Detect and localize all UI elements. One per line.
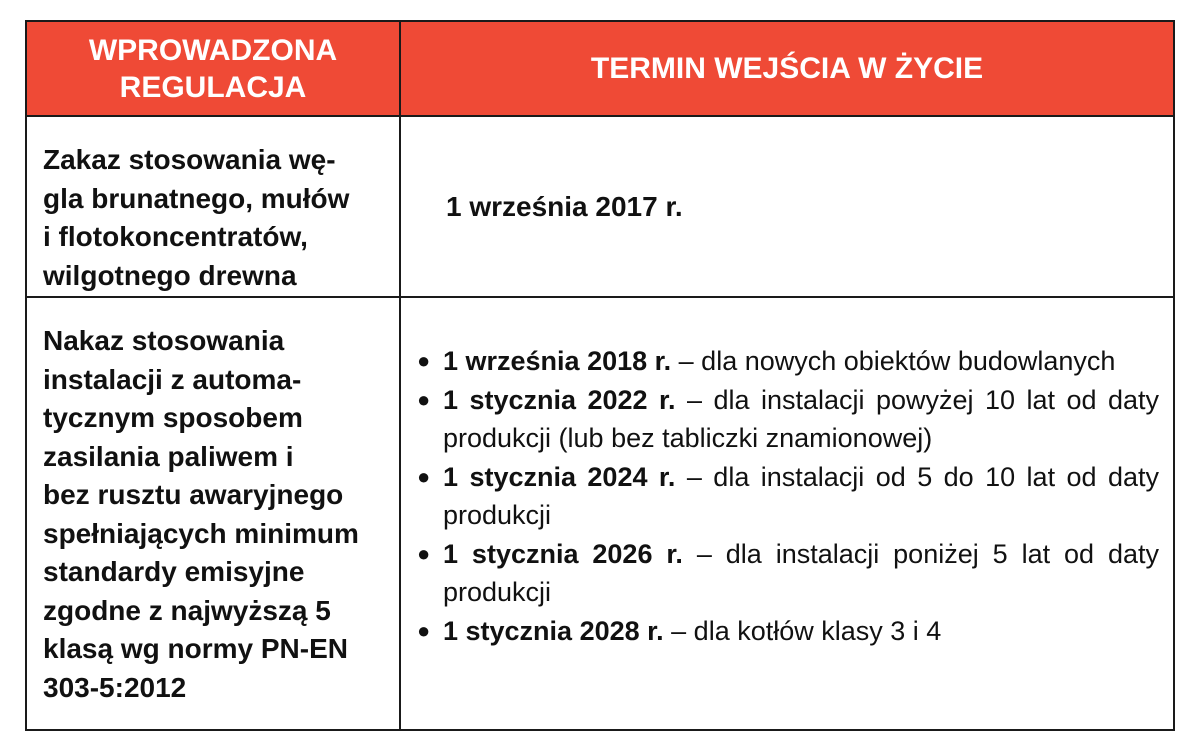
bullet-icon: ● bbox=[417, 617, 431, 643]
header-regulation-label: WPROWADZONA REGULACJA bbox=[88, 33, 338, 104]
item-date: 1 września 2018 r. bbox=[443, 346, 672, 376]
header-cell-date bbox=[401, 22, 1173, 117]
regulation-line: zasilania paliwem i bbox=[43, 440, 294, 472]
list-item bbox=[417, 612, 1159, 651]
list-item bbox=[417, 535, 1159, 612]
date-cell-1 bbox=[401, 117, 1173, 298]
regulation-cell-2 bbox=[27, 298, 401, 729]
item-date: 1 stycznia 2026 r. bbox=[443, 538, 683, 569]
list-item bbox=[417, 342, 1159, 381]
regulation-table bbox=[25, 20, 1175, 731]
list-item bbox=[417, 458, 1159, 535]
regulation-line: i flotokoncentratów, bbox=[43, 221, 308, 252]
header-cell-regulation bbox=[27, 22, 401, 117]
regulation-line: bez rusztu awaryjnego bbox=[43, 479, 344, 510]
item-description: – dla nowych obiektów budowlanych bbox=[671, 346, 1116, 376]
date-list-cell-2 bbox=[401, 298, 1173, 729]
item-date: 1 stycznia 2022 r. bbox=[443, 384, 676, 415]
regulation-line: wilgotnego drewna bbox=[43, 259, 297, 291]
regulation-line: standardy emisyjne bbox=[43, 556, 305, 587]
regulation-line: Nakaz stosowania bbox=[43, 325, 285, 356]
regulation-line: tycznym sposobem bbox=[43, 402, 303, 433]
effective-date: 1 września 2017 r. bbox=[446, 190, 683, 222]
regulation-line: 303-5:2012 bbox=[43, 671, 187, 703]
item-description: – dla kotłów klasy 3 i 4 bbox=[663, 615, 942, 646]
regulation-line: gla brunatnego, mułów bbox=[43, 182, 350, 214]
item-description: – dla instalacji od 5 do 10 lat od daty produkcji bbox=[443, 461, 1159, 530]
bullet-icon: ● bbox=[417, 463, 431, 489]
bullet-icon: ● bbox=[417, 348, 431, 373]
item-date: 1 stycznia 2024 r. bbox=[443, 461, 676, 492]
item-description: – dla instalacji powyżej 10 lat od daty produkcji (lub bez tabliczki znamionowej) bbox=[443, 384, 1160, 453]
item-description: – dla instalacji poniżej 5 lat od daty produkcji bbox=[443, 538, 1159, 607]
regulation-line: klasą wg normy PN-EN bbox=[43, 633, 348, 664]
regulation-line: zgodne z najwyższą 5 bbox=[43, 594, 331, 626]
item-date: 1 stycznia 2028 r. bbox=[443, 615, 664, 646]
bullet-icon: ● bbox=[417, 386, 431, 412]
list-item bbox=[417, 381, 1159, 458]
regulation-line: Zakaz stosowania wę- bbox=[43, 144, 336, 175]
regulation-cell-1 bbox=[27, 117, 401, 298]
regulation-line: spełniających minimum bbox=[43, 517, 359, 549]
regulation-line: instalacji z automa- bbox=[43, 363, 302, 395]
bullet-icon: ● bbox=[417, 540, 431, 566]
header-date-label: TERMIN WEJŚCIA W ŻYCIE bbox=[590, 52, 984, 85]
